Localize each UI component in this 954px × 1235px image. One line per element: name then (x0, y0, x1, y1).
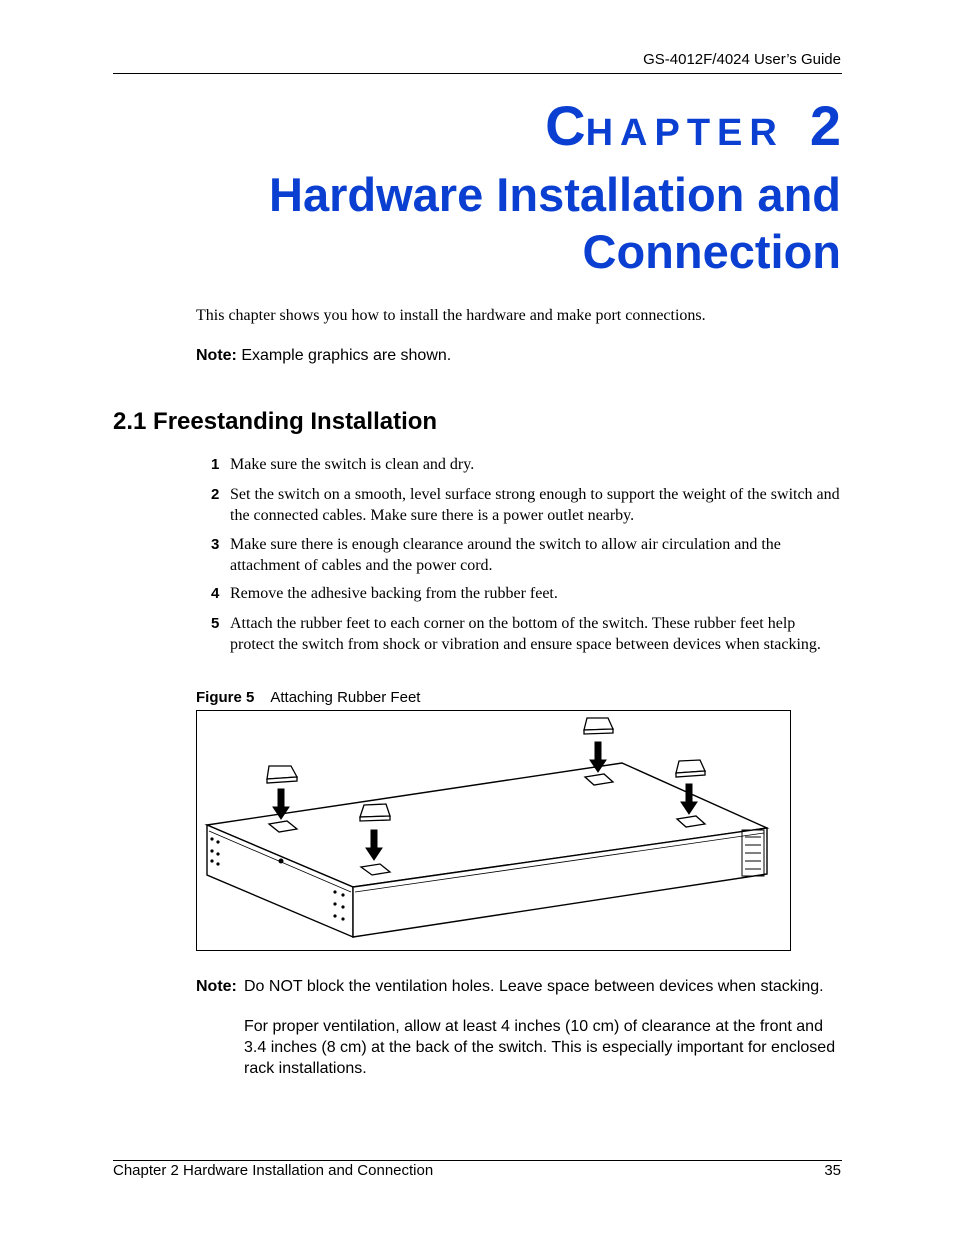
footer-chapter-title: Chapter 2 Hardware Installation and Connection (113, 1162, 434, 1179)
step-text: Set the switch on a smooth, level surface strong enough to support the weight of the switch and the connected cables. Make sure there is a power outlet nearby. (230, 486, 840, 524)
figure-attaching-rubber-feet (196, 710, 791, 951)
step-number: 3 (211, 536, 220, 553)
chapter-number: 2 (809, 94, 841, 157)
step-text: Make sure the switch is clean and dry. (230, 456, 475, 473)
chapter-label-initial: C (545, 94, 586, 157)
note-example-graphics (196, 347, 451, 365)
note-label: Note: (196, 978, 237, 995)
chapter-title-line2: Connection (582, 225, 841, 278)
step-text: Make sure there is enough clearance around the switch to allow air circulation and the attachment of cables and the power cord. (230, 536, 781, 574)
section-heading: 2.1 Freestanding Installation (113, 408, 438, 435)
note-paragraph: Do NOT block the ventilation holes. Leave space between devices when stacking. (244, 978, 824, 995)
step-text: Attach the rubber feet to each corner on the bottom of the switch. These rubber feet help protect the switch from shock or vibration and ensure space between devices when stacking. (230, 615, 821, 653)
step-number: 1 (211, 456, 220, 473)
figure-label: Figure 5 (196, 689, 255, 706)
figure-caption (196, 689, 420, 706)
step-number: 4 (211, 585, 220, 602)
step-number: 2 (211, 486, 220, 503)
note-paragraph: For proper ventilation, allow at least 4 inches (10 cm) of clearance at the front and 3.4 inches (8 cm) at the back of the switch. This is especially important for enclosed rack installations. (244, 1018, 836, 1077)
note-label: Note: (196, 347, 237, 364)
chapter-title (201, 166, 841, 280)
switch-illustration (197, 711, 790, 950)
footer-rule (113, 1160, 842, 1161)
running-header: GS-4012F/4024 User’s Guide (643, 51, 841, 68)
header-rule (113, 73, 842, 74)
chapter-label-rest: HAPTER (585, 112, 784, 154)
figure-caption-text: Attaching Rubber Feet (270, 689, 421, 706)
note-text: Example graphics are shown. (241, 347, 452, 364)
step-number: 5 (211, 615, 220, 632)
step-text: Remove the adhesive backing from the rubber feet. (230, 585, 558, 602)
chapter-title-line1: Hardware Installation and (269, 168, 841, 221)
page-number: 35 (824, 1162, 841, 1179)
chapter-label (545, 94, 841, 157)
intro-paragraph: This chapter shows you how to install the hardware and make port connections. (196, 307, 706, 324)
note-body (244, 976, 844, 1079)
